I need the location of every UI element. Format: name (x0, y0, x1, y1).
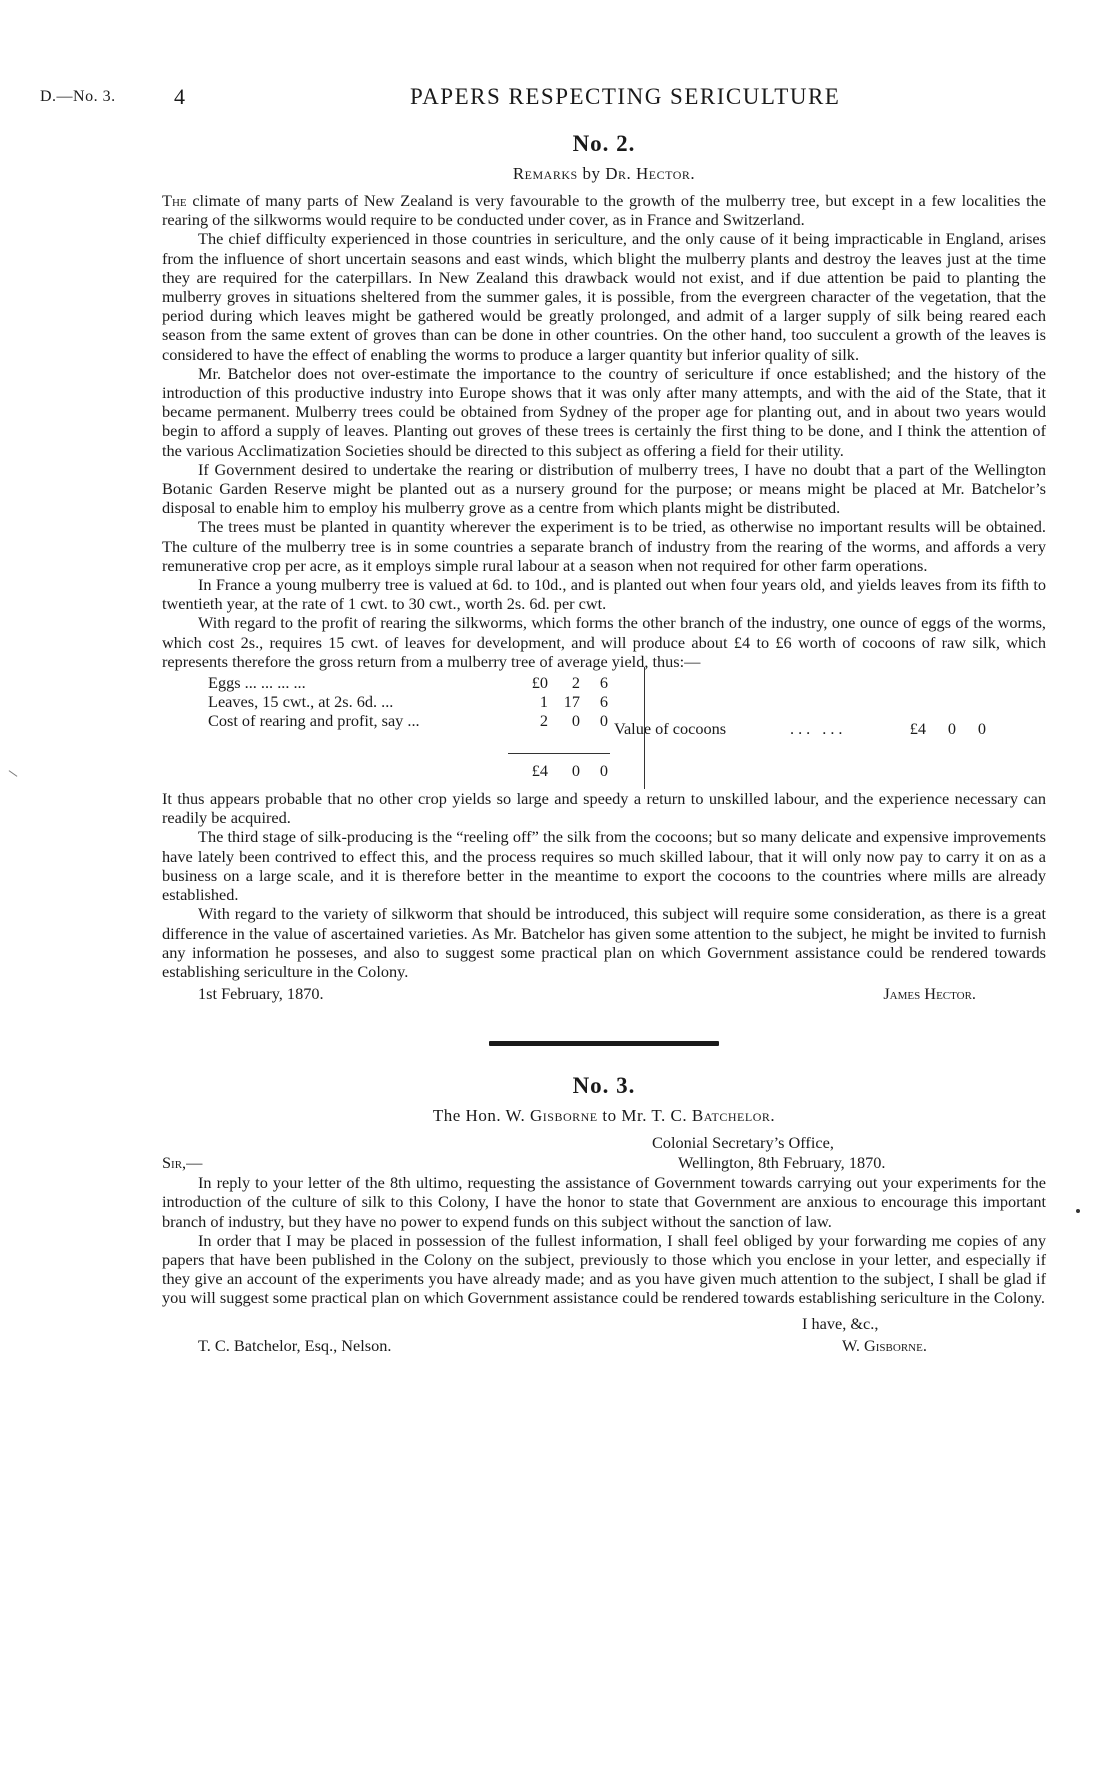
cost-account-table (162, 673, 1046, 785)
paragraph: In order that I may be placed in possession of the fullest information, I shall feel obliged by your forwarding me copies of any papers that have been published in the Colony on the subject, previously to those which you enclose in your letter, and especially if they give an account of the experiments you have already made; and as you have given much attention to the subject, I shall be glad if you will suggest some practical plan on which Government assistance could be rendered towards establishing sericulture in the Colony. (162, 1230, 1046, 1308)
paragraph: In France a young mulberry tree is valued at 6d. to 10d., and is planted out when four years old, and yields leaves from its fifth to twentieth year, at the rate of 1 cwt. to 30 cwt., worth 2s. 6d. per cwt. (162, 575, 1046, 614)
value-pence: 0 (977, 719, 986, 739)
letter-closing (162, 1314, 1046, 1358)
account-row-label: Leaves, 15 cwt., at 2s. 6d. ... (208, 692, 394, 712)
paragraph-lead-word: The (162, 191, 187, 210)
account-row-label: Eggs ... ... ... ... (208, 673, 306, 693)
amount-shillings: 2 (571, 673, 580, 693)
document-no-3 (162, 1070, 1046, 1357)
stray-pen-mark (9, 770, 18, 777)
subheading-recipient: Batchelor. (691, 1106, 776, 1126)
paragraph: It thus appears probable that no other crop yields so large and speedy a return to unskilled labour, and the experience necessary can readily be acquired. (162, 789, 1046, 828)
letter-signature: W. Gisborne. (842, 1335, 927, 1355)
amount-pence: 0 (599, 711, 608, 731)
total-pence: 0 (599, 761, 608, 781)
amount-shillings: 17 (563, 692, 580, 712)
total-shillings: 0 (571, 761, 580, 781)
subheading-sender: Gisborne (530, 1106, 598, 1126)
paragraph: The third stage of silk-producing is the “reeling off” the silk from the cocoons; but so many delicate and expensive improvements have lately been contrived to effect this, and the process requires so much skilled labour, that it will only now pay to carry it on as a business on a large scale, and it is therefore better in the meantime to export the cocoons to the countries where mills are already established. (162, 827, 1046, 905)
letter-closing-phrase: I have, &c., (802, 1313, 879, 1333)
paragraph: The trees must be planted in quantity wherever the experiment is to be tried, as otherwise no important results will be obtained. The culture of the mulberry tree is in some countries a separate branch of industry from the rearing of the worms, and affords a very remunerative crop per acre, as it employs simple rural labour at a season when not required for other farm operations. (162, 517, 1046, 575)
document-no-2 (162, 128, 1046, 1007)
document-3-heading: No. 3. (572, 1073, 636, 1099)
subheading-text: The Hon. W. (432, 1106, 531, 1126)
document-reference: D.—No. 3. (40, 88, 116, 105)
value-pounds: £4 (909, 719, 926, 739)
subheading-author: Dr. Hector. (605, 164, 696, 183)
cost-column (208, 673, 638, 781)
amount-pence: 6 (599, 673, 608, 693)
amount-pounds: £0 (531, 673, 548, 693)
paragraph: The chief difficulty experienced in those countries in sericulture, and the only cause of it being impracticable in England, arises from the influence of short uncertain seasons and east winds, which blight the mulberry plants and destroy the leaves just at the time they are required for the caterpillars. In New Zealand this drawback would not exist, and if due attention be paid to planting the mulberry groves in situations sheltered from the summer gales, it is possible, from the evergreen character of the vegetation, that the period during which leaves might be gathered would be greatly prolonged, and admit of a larger supply of silk being reared each season from the same extent of groves than can be done in other countries. On the other hand, too succulent a growth of the leaves is considered to have the effect of enabling the worms to produce a larger quantity but inferior quality of silk. (162, 229, 1046, 364)
page-number: 4 (174, 84, 185, 109)
amount-pounds: 1 (539, 692, 548, 712)
amount-pence: 6 (599, 692, 608, 712)
letter-office: Colonial Secretary’s Office, (652, 1133, 834, 1153)
paragraph: If Government desired to undertake the rearing or distribution of mulberry trees, I have no doubt that a part of the Wellington Botanic Garden Reserve might be planted out as a nursery ground for the purpose; or means might be placed at Mr. Batchelor’s disposal to enable him to employ his mulberry grove as a centre from which plants might be distributed. (162, 459, 1046, 518)
total-pounds: £4 (531, 761, 548, 781)
account-row (208, 711, 638, 730)
paragraph (162, 191, 1046, 229)
subheading-remarks: Remarks (512, 164, 578, 183)
value-column (614, 719, 1044, 738)
document-2-heading: No. 2. (572, 131, 636, 156)
amount-shillings: 0 (571, 711, 580, 731)
account-row (208, 692, 638, 711)
value-label: Value of cocoons (614, 719, 727, 739)
value-amount (886, 719, 986, 738)
stray-ink-dot (1076, 1209, 1080, 1213)
paragraph: With regard to the variety of silkworm that should be introduced, this subject will require some consideration, as there is a great difference in the value of ascertained varieties. As Mr. Batchelor has given some attention to the subject, he might be invited to furnish any information he posseses, and also to suggest some practical plan on which Government assistance could be rendered towards establishing sericulture in the Colony. (162, 904, 1046, 981)
value-shillings: 0 (947, 719, 956, 739)
account-row (208, 673, 638, 692)
text-column (162, 128, 1046, 1358)
section-divider (489, 1041, 719, 1046)
paragraph: Mr. Batchelor does not over-estimate the importance to the country of sericulture if once established; and the history of the introduction of this productive industry into Europe shows that it was only after many attempts, and with the aid of the State, that it became permanent. Mulberry trees could be obtained from Sydney of the proper age for planting out, and in about two years would begin to afford a supply of leaves. Planting out groves of these trees is certainly the first thing to be done, and I think the attention of the various Acclimatization Societies should be directed to this subject as offering a field for their utility. (162, 363, 1046, 460)
document-2-signature: James Hector. (883, 984, 976, 1004)
document-3-subheading (162, 1105, 1046, 1127)
sum-rule (508, 753, 610, 754)
paragraph: With regard to the profit of rearing the silkworms, which forms the other branch of the industry, one ounce of eggs of the worms, which cost 2s., requires 15 cwt. of leaves for development, and will produce about £4 to £6 worth of cocoons of raw silk, which represents therefore the gross return from a mulberry tree of average yield, thus:— (162, 613, 1046, 671)
letter-addressee: T. C. Batchelor, Esq., Nelson. (198, 1335, 392, 1355)
document-2-signoff (162, 981, 1046, 1007)
letter-salutation: Sir,— (162, 1153, 203, 1173)
paragraph-text: climate of many parts of New Zealand is very favourable to the growth of the mulberry tree, but except in a few localities the rearing of the silkworms would require to be conducted under cover, as in France and Switzerland. (162, 191, 1046, 230)
account-row-amount (504, 692, 624, 711)
value-leader-dots: ... ... (790, 719, 847, 739)
account-row-amount (504, 673, 624, 692)
account-total-row (208, 761, 638, 780)
subheading-text: to Mr. T. C. (597, 1106, 692, 1126)
document-2-subheading (162, 163, 1046, 185)
subheading-by: by (577, 164, 606, 183)
letter-place-date: Wellington, 8th February, 1870. (678, 1153, 886, 1173)
running-title: PAPERS RESPECTING SERICULTURE (410, 84, 841, 109)
account-row-amount (504, 711, 624, 730)
paragraph: In reply to your letter of the 8th ultimo, requesting the assistance of Government towards carrying out your experiments for the introduction of the culture of silk to this Colony, I have the honor to state that Government are anxious to encourage this important branch of industry, but they have no power to expend funds on this subject without the sanction of law. (162, 1173, 1046, 1231)
account-total-amount (504, 761, 624, 780)
letter-salutation-line (162, 1153, 1046, 1173)
document-2-date: 1st February, 1870. (198, 984, 324, 1004)
running-head (40, 84, 1050, 114)
account-row-label: Cost of rearing and profit, say ... (208, 711, 420, 731)
amount-pounds: 2 (539, 711, 548, 731)
